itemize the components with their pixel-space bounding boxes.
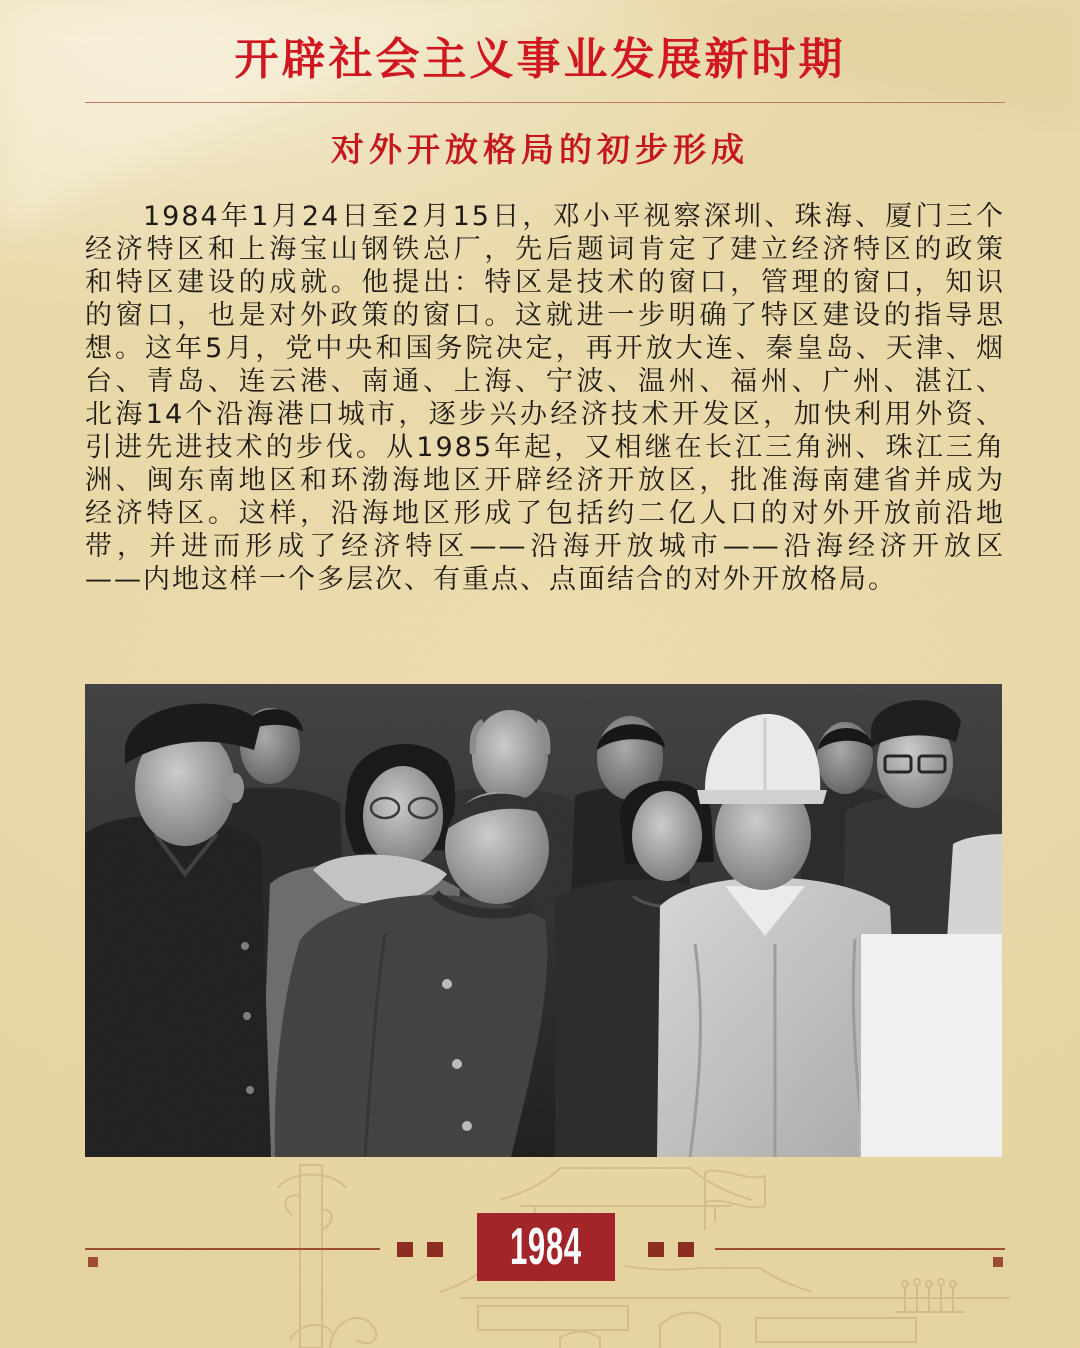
year-badge: [477, 1213, 615, 1281]
page-title: 开辟社会主义事业发展新时期: [234, 34, 846, 85]
article-line: 北海14个沿海港口城市，逐步兴办经济技术开发区，加快利用外资、: [85, 399, 1005, 430]
article-line: 经济特区。这样，沿海地区形成了包括约二亿人口的对外开放前沿地: [85, 498, 1005, 529]
article-line: 经济特区和上海宝山钢铁总厂，先后题词肯定了建立经济特区的政策: [85, 234, 1005, 265]
ornament-square: [427, 1242, 443, 1257]
ornament-square: [993, 1257, 1003, 1267]
section-subtitle: 对外开放格局的初步形成: [331, 130, 749, 169]
photo-grain: [85, 684, 1002, 1157]
article-line: 和特区建设的成就。他提出：特区是技术的窗口，管理的窗口，知识: [85, 267, 1005, 298]
article-body: [85, 200, 1005, 596]
ornament-square: [88, 1257, 98, 1267]
article-line: 台、青岛、连云港、南通、上海、宁波、温州、福州、广州、湛江、: [85, 366, 1005, 397]
year-badge-label: 1984: [510, 1218, 582, 1276]
article-line: ——内地这样一个多层次、有重点、点面结合的对外开放格局。: [85, 564, 897, 595]
ornament-square: [397, 1242, 413, 1257]
article-line: 引进先进技术的步伐。从1985年起，又相继在长江三角洲、珠江三角: [85, 432, 1005, 463]
article-line: 洲、闽东南地区和环渤海地区开辟经济开放区，批准海南建省并成为: [85, 465, 1005, 496]
article-line: 1984年1月24日至2月15日，邓小平视察深圳、珠海、厦门三个: [143, 201, 1005, 232]
ornament-square: [678, 1242, 694, 1257]
ornament-line-left: [85, 1248, 380, 1250]
article-line: 想。这年5月，党中央和国务院决定，再开放大连、秦皇岛、天津、烟: [85, 333, 1005, 364]
article-line: 带，并进而形成了经济特区——沿海开放城市——沿海经济开放区: [85, 531, 1005, 562]
article-line: 的窗口，也是对外政策的窗口。这就进一步明确了特区建设的指导思: [85, 300, 1005, 331]
ornament-square: [648, 1242, 664, 1257]
title-divider: [85, 102, 1005, 103]
historical-photo: [85, 684, 1002, 1157]
ornament-line-right: [715, 1248, 1005, 1250]
